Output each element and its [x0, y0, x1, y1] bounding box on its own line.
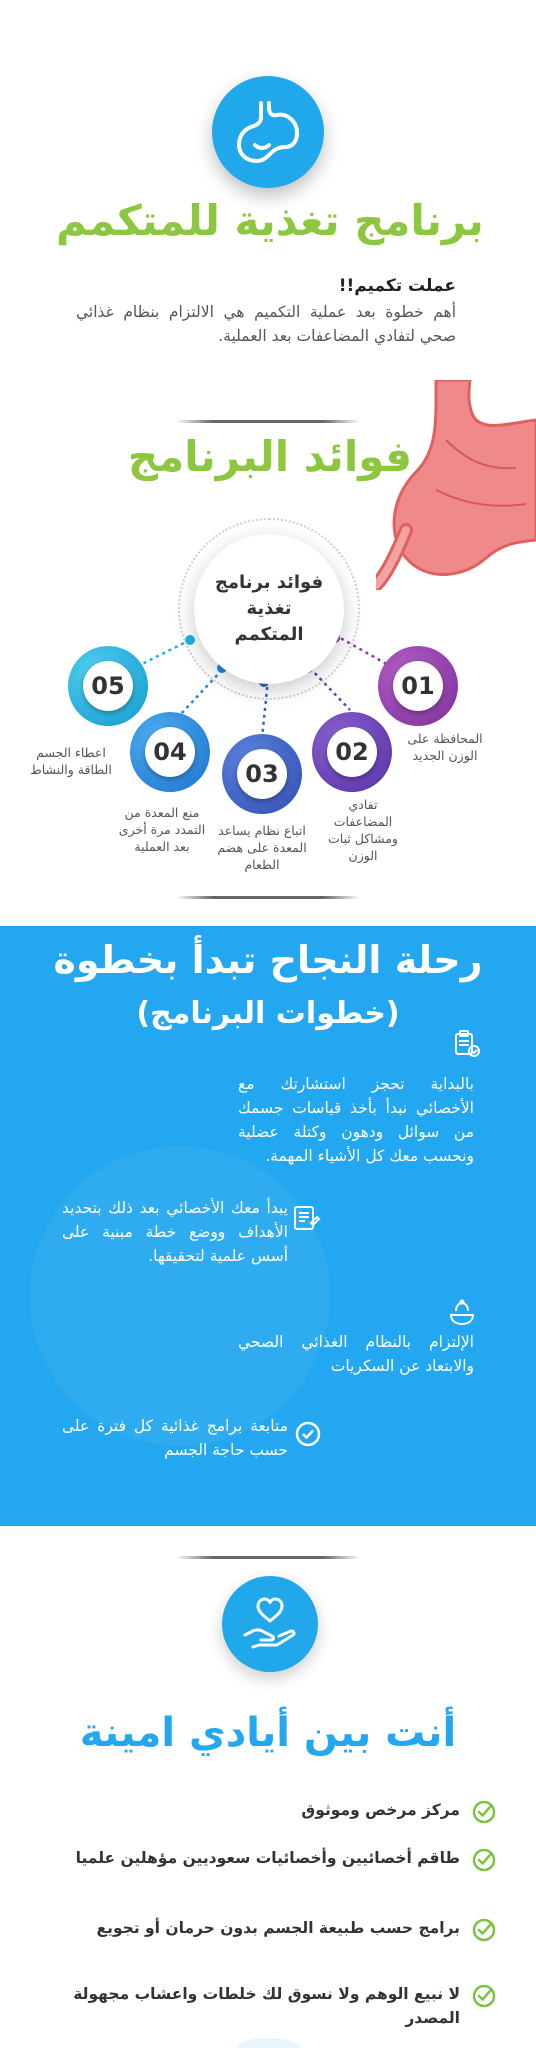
benefit-number-01	[378, 646, 458, 726]
intro-text: أهم خطوة بعد عملية التكميم هي الالتزام بنظام غذائي صحي لتفادي المضاعفات بعد العملية.	[76, 303, 456, 345]
steps-subtitle: (خطوات البرنامج)	[136, 996, 400, 1031]
check-icon	[472, 1918, 496, 1942]
benefit-number-text: 03	[237, 749, 287, 799]
trust-title: أنت بين أيادي امينة	[79, 1710, 457, 1756]
trust-item	[56, 1846, 496, 1872]
step-text-1: بالبداية تحجز استشارتك مع الأخصائي نبدأ بأخذ قياسات جسمك من سوائل ودهون وكتلة عضلية ونحسب معك كل الأشياء المهمة.	[238, 1075, 474, 1165]
check-icon	[472, 1800, 496, 1824]
benefit-number-text: 02	[327, 727, 377, 777]
benefits-center-label: فوائد برنامج تغذية المتكمم	[214, 572, 324, 645]
benefit-label-04: منع المعدة من التمدد مرة أخرى بعد العملية	[118, 805, 206, 854]
plan-icon	[290, 1202, 322, 1234]
trust-item	[56, 1916, 496, 1942]
divider	[176, 1556, 360, 1559]
trust-item-text: طاقم أخصائيين وأخصائيات سعوديين مؤهلين علميا	[75, 1849, 460, 1867]
benefit-label-05: اعطاء الجسم الطاقة والنشاط	[30, 745, 112, 777]
check-circle-icon	[292, 1418, 324, 1450]
benefit-number-02	[312, 712, 392, 792]
trust-item-text: مركز مرخص وموثوق	[301, 1801, 460, 1819]
trust-item-text: لا نبيع الوهم ولا نسوق لك خلطات واعشاب مجهولة المصدر	[73, 1985, 460, 2027]
heart-hand-icon	[222, 1576, 318, 1672]
benefits-title: فوائد البرنامج	[127, 432, 413, 481]
intro-heading: عملت تكميم!!	[338, 276, 456, 296]
check-icon	[472, 1848, 496, 1872]
check-icon	[472, 1984, 496, 2008]
trust-item-text: برامج حسب طبيعة الجسم بدون حرمان أو تجويع	[96, 1919, 460, 1937]
step-text-4: متابعة برامج غذائية كل فترة على حسب حاجة الجسم	[62, 1417, 288, 1459]
trust-item	[56, 1798, 496, 1824]
benefit-label-03: اتباع نظام يساعد المعدة على هضم الطعام	[217, 823, 307, 872]
benefit-number-03	[222, 734, 302, 814]
divider	[176, 896, 360, 899]
steps-title: رحلة النجاح تبدأ بخطوة	[53, 938, 483, 982]
benefit-number-text: 04	[145, 727, 195, 777]
step-text-3: الإلتزام بالنظام الغذائي الصحي والابتعاد عن السكريات	[238, 1333, 474, 1375]
step-text-2: يبدأ معك الأخصائي بعد ذلك بتحديد الأهداف ووضع خطة مبنية على أسس علمية لتحقيقها.	[62, 1199, 288, 1265]
benefit-number-05	[68, 646, 148, 726]
meal-icon	[446, 1296, 478, 1328]
benefit-number-text: 05	[83, 661, 133, 711]
benefits-center-circle	[194, 534, 344, 684]
page-title: برنامج تغذية للمتكمم	[56, 196, 484, 245]
benefit-number-04	[130, 712, 210, 792]
trust-item	[56, 1982, 496, 2030]
clipboard-icon	[450, 1028, 482, 1060]
bottom-decoration	[236, 2038, 300, 2048]
benefit-label-02: تفادي المضاعفات ومشاكل ثبات الوزن	[328, 797, 398, 863]
benefit-label-01: المحافظة على الوزن الجديد	[407, 731, 483, 763]
benefit-number-text: 01	[393, 661, 443, 711]
